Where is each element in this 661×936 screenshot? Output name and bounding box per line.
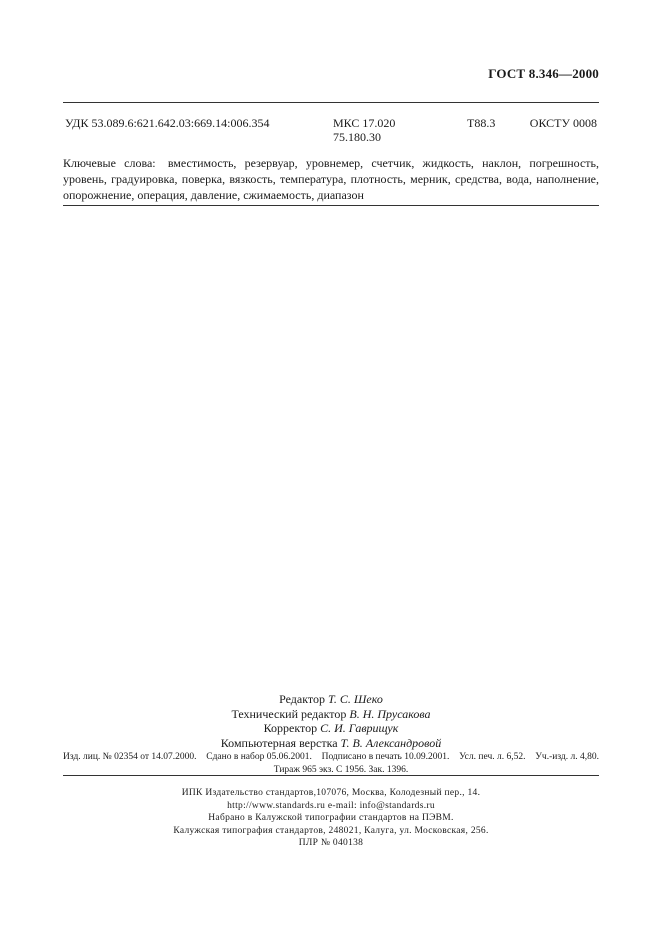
- print-sheets: Усл. печ. л. 6,52.: [459, 752, 526, 762]
- t-code: Т88.3: [467, 116, 496, 130]
- classification-block: [63, 116, 599, 146]
- credits-block: [63, 692, 599, 750]
- pub-sheets: Уч.-изд. л. 4,80.: [535, 752, 599, 762]
- okstu-code: ОКСТУ 0008: [529, 116, 597, 130]
- editor-role: Редактор: [279, 692, 325, 706]
- publisher-info: [63, 787, 599, 850]
- tech-editor-line: [63, 707, 599, 722]
- typeset-date: Сдано в набор 05.06.2001.: [206, 752, 312, 762]
- signed-date: Подписано в печать 10.09.2001.: [321, 752, 450, 762]
- tech-editor-role: Технический редактор: [231, 706, 347, 721]
- edition-line-2: Тираж 965 экз. С 1956. Зак. 1396.: [273, 765, 409, 775]
- publisher-line-5: ПЛР № 040138: [298, 838, 364, 849]
- edition-divider: [63, 775, 599, 776]
- mks-code-2: 75.180.30: [333, 130, 381, 144]
- top-divider: [63, 102, 599, 103]
- mks-code-1: МКС 17.020: [333, 116, 396, 130]
- publisher-line-2: http://www.standards.ru e-mail: info@standards.ru: [227, 800, 435, 811]
- corrector-role: Корректор: [263, 721, 318, 735]
- layout-line: [63, 736, 599, 751]
- edition-info: [63, 751, 599, 777]
- publisher-line-4: Калужская типография стандартов, 248021, Калуга, ул. Московская, 256.: [173, 825, 489, 836]
- document-code: ГОСТ 8.346—2000: [488, 66, 599, 81]
- mks-codes: [333, 116, 395, 144]
- keywords-divider: [63, 205, 599, 206]
- license-number: Изд. лиц. № 02354 от 14.07.2000.: [63, 752, 197, 762]
- layout-role: Компьютерная верстка: [220, 735, 338, 750]
- editor-name: Т. С. Шеко: [327, 692, 383, 706]
- corrector-name: С. И. Гаврищук: [320, 721, 399, 735]
- keywords-label: Ключевые слова:: [63, 156, 156, 170]
- edition-line-1: [63, 751, 599, 764]
- publisher-line-3: Набрано в Калужской типографии стандартов на ПЭВМ.: [208, 813, 454, 824]
- keywords-text: вместимость, резервуар, уровнемер, счетчик, жидкость, наклон, погрешность, уровень, градуировка, поверка, вязкость, температура, плотность, мерник, средства, вода, наполнение, опорожнение, операция, давление, сжимаемость, диапазон: [63, 156, 599, 202]
- layout-name: Т. В. Александровой: [340, 735, 442, 750]
- tech-editor-name: В. Н. Прусакова: [349, 706, 431, 721]
- keywords-block: [63, 155, 599, 203]
- publisher-line-1: ИПК Издательство стандартов,107076, Москва, Колодезный пер., 14.: [181, 788, 481, 798]
- editor-line: [63, 692, 599, 707]
- udk-code: УДК 53.089.6:621.642.03:669.14:006.354: [65, 116, 270, 130]
- corrector-line: [63, 721, 599, 736]
